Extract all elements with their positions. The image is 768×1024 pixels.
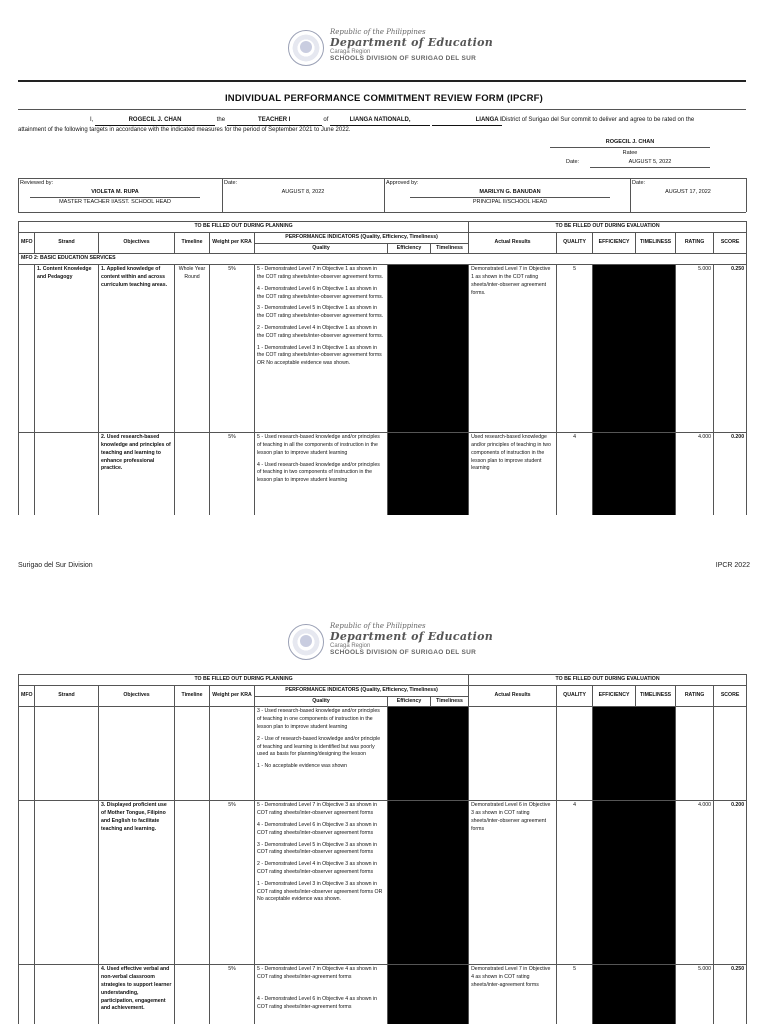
deped-seal-icon (288, 624, 324, 660)
reviewed-by-label: Reviewed by: (20, 180, 54, 186)
letterhead-department: Department of Education (330, 36, 494, 49)
table-row: 3. Displayed proficient use of Mother Tongue, Filipino and English to facilitate teaching and learning. 5% 5 - Demonstrated Level 7 in Objective 3 as shown in COT rating sheets/inter-observer agreement forms 4 - Demonstrated Level 6 in Objective 3 as shown in COT rating sheets/inter-observer agreement forms 3 - Demonstrated Level 5 in Objective 3 as shown in COT rating sheets/inter-observer agreement forms 2 - Demonstrated Level 4 in Objective 3 as shown in COT rating sheets/inter-observer agreement forms 1 - Demonstrated Level 3 in Objective 3 as shown in COT rating sheets/inter-observer agreement forms OR No acceptable evidence was shown. Demonstrated Level 6 in Objective 3 as shown in COT rating sheets/inter-observer agreement forms 4 4.000 0.200 (19, 801, 747, 965)
letterhead: Republic of the Philippines Department of Education Caraga Region SCHOOLS DIVISION OF SURIGAO DEL SUR (288, 620, 508, 664)
review-date: AUGUST 8, 2022 (281, 189, 325, 195)
letterhead (288, 26, 508, 70)
page-footer (0, 552, 768, 610)
objective-2: 2. Used research-based knowledge and principles of teaching and learning to enhance professional practice. (99, 433, 175, 515)
document-page-2 (0, 610, 768, 1024)
reviewer-title: MASTER TEACHER I/ASST. SCHOOL HEAD (59, 199, 171, 205)
position-field: TEACHER I (227, 116, 322, 126)
table-row: 2. Used research-based knowledge and principles of teaching and learning to enhance professional practice. 5% 5 - Used research-based knowledge and/or principles of teaching in all the components of instruction in the lesson plan to improve student learning 4 - Used research-based knowledge and/or principles of teaching in two components of instruction in the lesson plan to improve student learning Used research-based knowledge and/or principles of teaching in two components of instruction in the lesson plan to improve student learning 4 4.000 0.200 (19, 433, 747, 515)
document-page-1: Republic of the Philippines Department of Education Caraga Region SCHOOLS DIVISION OF SURIGAO DEL SUR INDIVIDUAL PERFORMANCE COMMITMENT REVIEW FORM (IPCRF) I, ROGECIL J. CHAN the TEACHER I of LIANGA NATIONALD, LIANGA IDistrict of Surigao del Sur commit to deliver and agree to be rated on the attainment of the following targets in accordance with the indicated measures for the period of September 2021 to June 2022. ROGECIL J. CHAN Ratee Date: AUGUST 5, 2022 Reviewed by: VIOLETA M. RUPA MASTER TEACHER I/ASST. SCHOOL HEAD Date: AUGUST 8, 2022 Approved by: MARILYN G. BANUDAN PRINCIPAL II/SCHOOL HEAD Date: AUGUST 17, 2022 TO BE FILLED OUT DURING PLANNING TO BE FILLED OUT DURING EVALUATION MFO Strand Objectives Timeline Weight per KRA PERFORMANCE INDICATORS (Quality, Efficiency, Timeliness) Actual Results QUALITY EFFICIENCY TIMELINESS RATING SCORE Quality Efficiency Timeliness MFO 2: BASIC EDUCATION SERVICES 1. Content Knowledge and Pedagogy 1. Applied knowledge of content within and across curriculum teaching areas. Whole Year Round 5% 5 - Demonstrated Level 7 in Objective 1 as shown in the COT rating sheets/inter-observer agreement forms. 4 - Demonstrated Level 6 in Objective 1 as shown in the COT rating sheets/inter-observer agreement forms. 3 - Demonstrated Level 5 in Objective 1 as shown in the COT rating sheets/inter-observer agreement forms. 2 - Demonstrated Level 4 in Objective 1 as shown in the COT rating sheets/inter-observer agreement forms. 1 - Demonstrated Level 3 in Objective 1 as shown in the COT rating sheets/inter-observer agreement forms OR No acceptable evidence was shown. Demonstrated Level 7 in Objective 1 as shown in the COT rating sheets/inter-observer agreement forms. 5 5.000 0.250 2. Used research-based knowledge and principles of teaching and learning to enhance professional practice. 5% 5 - Used research-based knowledge and/or principles of teaching in all the components of instruction in the lesson plan to improve student learning 4 - Used research-based knowledge and/or principles of teaching in two components of instruction in the lesson plan to improve student learning Used research-based knowledge and/or principles of teaching in two components of instruction in the lesson plan to improve student learning 4 4.000 0.200 (0, 0, 768, 560)
letterhead-division: SCHOOLS DIVISION OF SURIGAO DEL SUR (330, 55, 477, 62)
reviewer-name: VIOLETA M. RUPA (91, 189, 139, 195)
commitment-statement: I, ROGECIL J. CHAN the TEACHER I of LIANGA NATIONALD, LIANGA IDistrict of Surigao del Sur commit to deliver and agree to be rated on the attainment of the following targets in accordance with the indicated measures for the period of September 2021 to June 2022. (18, 117, 695, 133)
ratee-name-field: ROGECIL J. CHAN (95, 116, 215, 126)
ratee-signature-name: ROGECIL J. CHAN (605, 139, 655, 145)
table-row: 3 - Used research-based knowledge and/or principles of teaching in one components of instruction in the lesson plan to improve student learning 2 - Use of research-based knowledge and/or principle of teaching and learning is identified but was poorly used as basis for planning/designing the lesson 1 - No acceptable evidence was shown (19, 707, 747, 801)
approver-title: PRINCIPAL II/SCHOOL HEAD (472, 199, 548, 205)
ipcrf-table-page-1: TO BE FILLED OUT DURING PLANNING TO BE FILLED OUT DURING EVALUATION MFO Strand Objectives Timeline Weight per KRA PERFORMANCE INDICATORS (Quality, Efficiency, Timeliness) Actual Results QUALITY EFFICIENCY TIMELINESS RATING SCORE Quality Efficiency Timeliness MFO 2: BASIC EDUCATION SERVICES 1. Content Knowledge and Pedagogy 1. Applied knowledge of content within and across curriculum teaching areas. Whole Year Round 5% 5 - Demonstrated Level 7 in Objective 1 as shown in the COT rating sheets/inter-observer agreement forms. 4 - Demonstrated Level 6 in Objective 1 as shown in the COT rating sheets/inter-observer agreement forms. 3 - Demonstrated Level 5 in Objective 1 as shown in the COT rating sheets/inter-observer agreement forms. 2 - Demonstrated Level 4 in Objective 1 as shown in the COT rating sheets/inter-observer agreement forms. 1 - Demonstrated Level 3 in Objective 1 as shown in the COT rating sheets/inter-observer agreement forms OR No acceptable evidence was shown. Demonstrated Level 7 in Objective 1 as shown in the COT rating sheets/inter-observer agreement forms. 5 5.000 0.250 2. Used research-based knowledge and principles of teaching and learning to enhance professional practice. 5% 5 - Used research-based knowledge and/or principles of teaching in all the components of instruction in the lesson plan to improve student learning 4 - Used research-based knowledge and/or principles of teaching in two components of instruction in the lesson plan to improve student learning Used research-based knowledge and/or principles of teaching in two components of instruction in the lesson plan to improve student learning 4 4.000 0.200 (18, 221, 747, 515)
letterhead-republic: Republic of the Philippines (330, 28, 426, 36)
evaluation-header: TO BE FILLED OUT DURING EVALUATION (469, 222, 747, 233)
objective-4: 4. Used effective verbal and non-verbal classroom strategies to support learner understanding, participation, engagement and achievement. (99, 965, 175, 1024)
mfo-2-row: MFO 2: BASIC EDUCATION SERVICES (19, 254, 747, 265)
objective-1: 1. Applied knowledge of content within and across curriculum teaching areas. (99, 265, 175, 433)
district-field: LIANGA I (432, 116, 502, 126)
planning-header: TO BE FILLED OUT DURING PLANNING (19, 222, 469, 233)
approve-date: AUGUST 17, 2022 (665, 189, 711, 195)
footer-right: IPCR 2022 (715, 562, 750, 569)
ratee-date: AUGUST 5, 2022 (628, 159, 672, 165)
table-row: 4. Used effective verbal and non-verbal classroom strategies to support learner understanding, participation, engagement and achievement. 5% 5 - Demonstrated Level 7 in Objective 4 as shown in COT rating sheets/inter-agreement forms 4 - Demonstrated Level 6 in Objective 4 as shown in COT rating sheets/inter-agreement forms Demonstrated Level 7 in Objective 4 as shown in COT rating sheets/inter-agreement forms 5 5.000 0.250 (19, 965, 747, 1024)
commitment-period: attainment of the following targets in accordance with the indicated measures for the period of September 2021 to June 2022. (18, 127, 351, 133)
deped-seal-icon (288, 30, 324, 66)
ipcrf-table-page-2: TO BE FILLED OUT DURING PLANNING TO BE FILLED OUT DURING EVALUATION MFO Strand Objectives Timeline Weight per KRA PERFORMANCE INDICATORS (Quality, Efficiency, Timeliness) Actual Results QUALITY EFFICIENCY TIMELINESS RATING SCORE Quality Efficiency Timeliness 3 - Used research-based knowledge and/or principles of teaching in one components of instruction in the lesson plan to improve student learning 2 - Use of research-based knowledge and/or principle of teaching and learning is identified but was poorly used as basis for planning/designing the lesson 1 - No acceptable evidence was shown 3. Displayed proficient use of Mother Tongue, Filipino and English to facilitate teaching and learning. 5% 5 - Demonstrated Level 7 in Objective 3 as shown in COT rating sheets/inter-observer agreement forms 4 - Demonstrated Level 6 in Objective 3 as shown in COT rating sheets/inter-observer agreement forms 3 - Demonstrated Level 5 in Objective 3 as shown in COT rating sheets/inter-observer agreement forms 2 - Demonstrated Level 4 in Objective 3 as shown in COT rating sheets/inter-observer agreement forms 1 - Demonstrated Level 3 in Objective 3 as shown in COT rating sheets/inter-observer agreement forms OR No acceptable evidence was shown. Demonstrated Level 6 in Objective 3 as shown in COT rating sheets/inter-observer agreement forms 4 4.000 0.200 4. Used effective verbal and non-verbal classroom strategies to support learner understanding, participation, engagement and achievement. 5% 5 - Demonstrated Level 7 in Objective 4 as shown in COT rating sheets/inter-agreement forms 4 - Demonstrated Level 6 in Objective 4 as shown in COT rating sheets/inter-agreement forms Demonstrated Level 7 in Objective 4 as shown in COT rating sheets/inter-agreement forms 5 5.000 0.250 (18, 674, 747, 1024)
form-title: INDIVIDUAL PERFORMANCE COMMITMENT REVIEW FORM (IPCRF) (224, 93, 544, 104)
table-row: 1. Content Knowledge and Pedagogy 1. Applied knowledge of content within and across curriculum teaching areas. Whole Year Round 5% 5 - Demonstrated Level 7 in Objective 1 as shown in the COT rating sheets/inter-observer agreement forms. 4 - Demonstrated Level 6 in Objective 1 as shown in the COT rating sheets/inter-observer agreement forms. 3 - Demonstrated Level 5 in Objective 1 as shown in the COT rating sheets/inter-observer agreement forms. 2 - Demonstrated Level 4 in Objective 1 as shown in the COT rating sheets/inter-observer agreement forms. 1 - Demonstrated Level 3 in Objective 1 as shown in the COT rating sheets/inter-observer agreement forms OR No acceptable evidence was shown. Demonstrated Level 7 in Objective 1 as shown in the COT rating sheets/inter-observer agreement forms. 5 5.000 0.250 (19, 265, 747, 433)
letterhead-divider (18, 80, 746, 82)
approver-name: MARILYN G. BANUDAN (479, 189, 541, 195)
strand-1: 1. Content Knowledge and Pedagogy (35, 265, 99, 433)
footer-left: Surigao del Sur Division (18, 562, 93, 569)
approved-by-label: Approved by: (386, 180, 419, 186)
letterhead-region: Caraga Region (330, 49, 371, 55)
school-field: LIANGA NATIONALD, (330, 116, 430, 126)
objective-3: 3. Displayed proficient use of Mother Tongue, Filipino and English to facilitate teaching and learning. (99, 801, 175, 965)
